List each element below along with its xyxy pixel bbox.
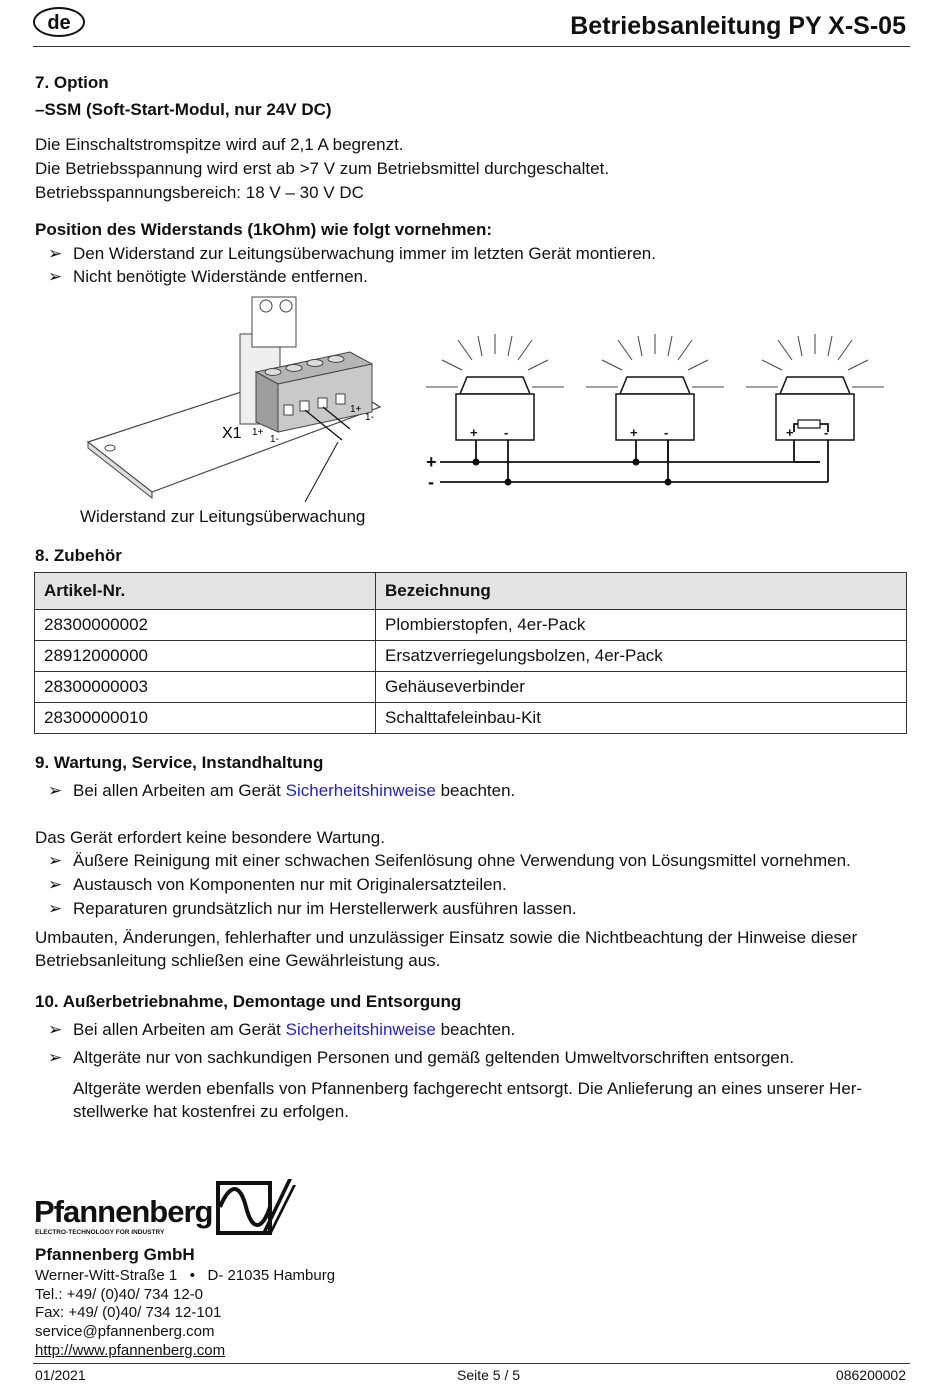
position-heading: Position des Widerstands (1kOhm) wie folgt vornehmen: <box>35 220 493 239</box>
safety-notes-link[interactable]: Sicherheitshinweise <box>285 1020 436 1039</box>
page-number: Seite 5 / 5 <box>457 1367 521 1383</box>
device-minus-label: - <box>664 425 669 440</box>
list-item: ➢ Bei allen Arbeiten am Gerät Sicherheitshinweise beachten. <box>48 781 516 800</box>
wiring-diagram <box>420 332 890 497</box>
arrow-bullet-icon: ➢ <box>48 851 63 870</box>
terminal-label: 1+ <box>350 404 362 415</box>
footer-rule <box>33 1363 910 1364</box>
table-row <box>35 672 907 703</box>
text-line: Die Einschaltstromspitze wird auf 2,1 A begrenzt. <box>35 135 404 154</box>
section-8-heading: 8. Zubehör <box>35 546 122 565</box>
text-line: stellwerke hat kostenfrei zu erfolgen. <box>73 1102 349 1121</box>
header-rule <box>33 46 910 47</box>
table-cell: 28300000010 <box>35 703 376 734</box>
arrow-bullet-icon: ➢ <box>48 244 63 263</box>
terminal-label: 1+ <box>252 427 264 438</box>
wiring-minus-label: - <box>428 472 434 492</box>
list-item: ➢ Reparaturen grundsätzlich nur im Herstellerwerk ausführen lassen. <box>48 899 577 918</box>
company-phone: Tel.: +49/ (0)40/ 734 12-0 <box>35 1286 204 1303</box>
section-7-subheading: –SSM (Soft-Start-Modul, nur 24V DC) <box>35 100 332 119</box>
x1-label: X1 <box>222 425 242 442</box>
company-fax: Fax: +49/ (0)40/ 734 12-101 <box>35 1304 222 1321</box>
table-cell: 28300000002 <box>35 610 376 641</box>
footer-date: 01/2021 <box>35 1367 86 1383</box>
table-cell: Plombierstopfen, 4er-Pack <box>376 610 907 641</box>
company-address: Werner-Witt-Straße 1 • D- 21035 Hamburg <box>35 1267 336 1284</box>
company-website-link[interactable]: http://www.pfannenberg.com <box>35 1342 226 1359</box>
wiring-plus-label: + <box>426 452 437 472</box>
company-logo-text: Pfannenberg <box>34 1194 213 1229</box>
list-item: ➢ Äußere Reinigung mit einer schwachen Seifenlösung ohne Verwendung von Lösungsmittel vornehmen. <box>48 851 851 870</box>
figure-caption: Widerstand zur Leitungsüberwachung <box>80 507 366 526</box>
terminal-label: 1- <box>365 412 374 423</box>
text-line: Betriebsanleitung schließen eine Gewährleistung aus. <box>35 951 441 970</box>
device-minus-label: - <box>824 425 829 440</box>
list-item: ➢ Bei allen Arbeiten am Gerät Sicherheitshinweise beachten. <box>48 1020 516 1039</box>
text-line: Betriebsspannungsbereich: 18 V – 30 V DC <box>35 183 364 202</box>
arrow-bullet-icon: ➢ <box>48 899 63 918</box>
company-name: Pfannenberg GmbH <box>35 1245 195 1264</box>
table-cell: Schalttafeleinbau-Kit <box>376 703 907 734</box>
column-header: Artikel-Nr. <box>35 573 376 610</box>
text-line: Die Betriebsspannung wird erst ab >7 V zum Betriebsmittel durchgeschaltet. <box>35 159 610 178</box>
arrow-bullet-icon: ➢ <box>48 1020 63 1039</box>
table-cell: 28300000003 <box>35 672 376 703</box>
company-email[interactable]: service@pfannenberg.com <box>35 1323 215 1340</box>
arrow-bullet-icon: ➢ <box>48 267 63 286</box>
list-item: ➢ Nicht benötigte Widerstände entfernen. <box>48 267 368 286</box>
text-line: Das Gerät erfordert keine besondere Wartung. <box>35 828 385 847</box>
section-7-heading: 7. Option <box>35 73 109 92</box>
section-10-heading: 10. Außerbetriebnahme, Demontage und Entsorgung <box>35 992 462 1011</box>
list-item: ➢ Den Widerstand zur Leitungsüberwachung immer im letzten Gerät montieren. <box>48 244 656 263</box>
device-plus-label: + <box>786 425 794 440</box>
table-header-row <box>35 573 907 610</box>
column-header: Bezeichnung <box>376 573 907 610</box>
table-row <box>35 610 907 641</box>
device-minus-label: - <box>504 425 509 440</box>
table-row <box>35 641 907 672</box>
language-badge: de <box>33 7 85 37</box>
list-item: ➢ Altgeräte nur von sachkundigen Personen und gemäß geltenden Umweltvorschriften entsorgen. <box>48 1048 795 1067</box>
document-number: 086200002 <box>835 1367 906 1383</box>
section-9-heading: 9. Wartung, Service, Instandhaltung <box>35 753 324 772</box>
device-plus-label: + <box>630 425 638 440</box>
list-item: ➢ Austausch von Komponenten nur mit Originalersatzteilen. <box>48 875 507 894</box>
accessories-table <box>34 572 907 734</box>
table-cell: Ersatzverriegelungsbolzen, 4er-Pack <box>376 641 907 672</box>
table-row <box>35 703 907 734</box>
device-plus-label: + <box>470 425 478 440</box>
terminal-label: 1- <box>270 434 279 445</box>
arrow-bullet-icon: ➢ <box>48 781 63 800</box>
table-cell: Gehäuseverbinder <box>376 672 907 703</box>
arrow-bullet-icon: ➢ <box>48 1048 63 1067</box>
document-title: Betriebsanleitung PY X-S-05 <box>570 12 906 40</box>
text-line: Altgeräte werden ebenfalls von Pfannenberg fachgerecht entsorgt. Die Anlieferung an eines unserer Her- <box>73 1079 863 1098</box>
arrow-bullet-icon: ➢ <box>48 875 63 894</box>
terminal-block-figure <box>80 292 400 507</box>
company-logo-tagline: ELECTRO-TECHNOLOGY FOR INDUSTRY <box>35 1229 165 1236</box>
table-cell: 28912000000 <box>35 641 376 672</box>
text-line: Umbauten, Änderungen, fehlerhafter und unzulässiger Einsatz sowie die Nichtbeachtung der Hinweise dieser <box>35 928 858 947</box>
company-logo-mark <box>216 1177 296 1235</box>
safety-notes-link[interactable]: Sicherheitshinweise <box>285 781 436 800</box>
